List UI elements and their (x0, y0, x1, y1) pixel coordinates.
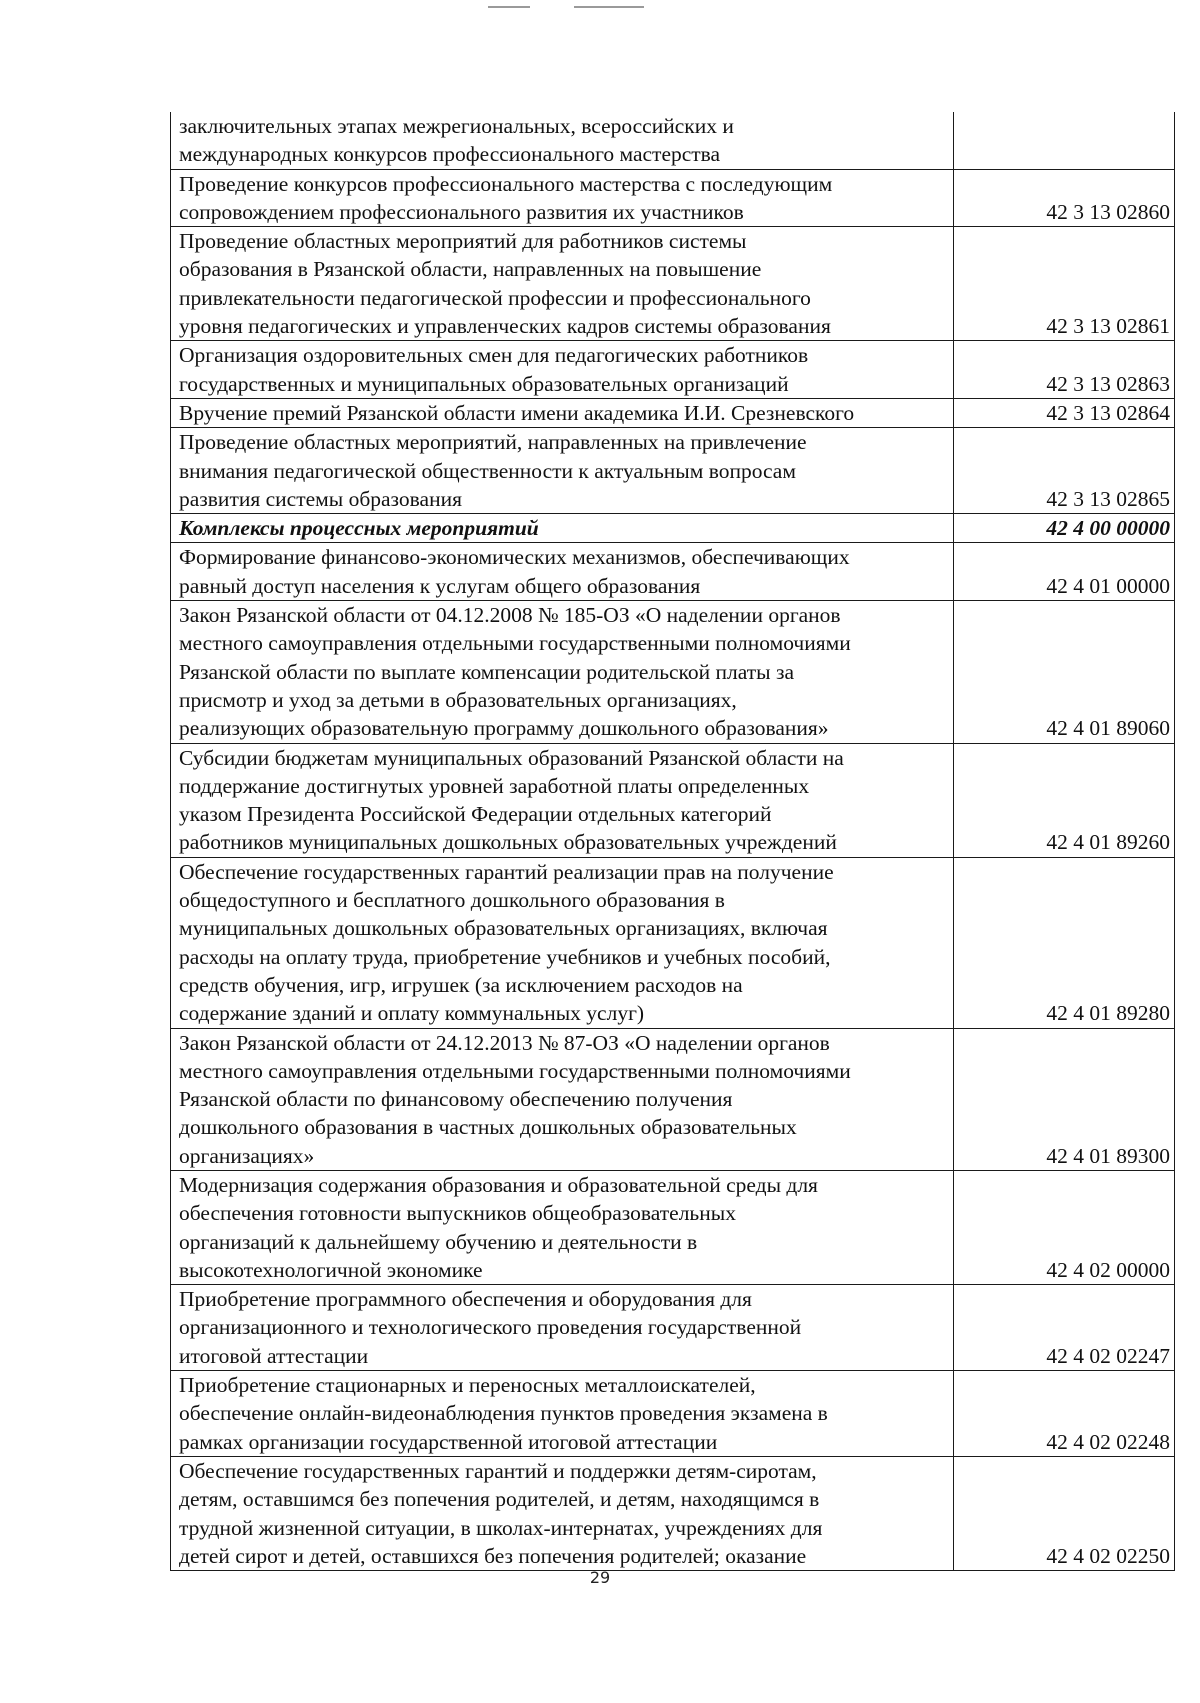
row-name-line: заключительных этапах межрегиональных, всероссийских и (179, 114, 734, 138)
row-name-line: привлекательности педагогической профессии и профессионального (179, 285, 811, 310)
page-number: 29 (589, 1568, 611, 1587)
table-row (171, 428, 1175, 514)
row-name-cell (171, 514, 954, 543)
row-name-line: Организация оздоровительных смен для педагогических работников (179, 343, 809, 368)
row-name-cell (171, 743, 954, 857)
row-name-cell (171, 1028, 954, 1170)
row-name-line: дошкольного образования в частных дошкольных образовательных (179, 1115, 797, 1140)
row-name-line: работников муниципальных дошкольных образовательных учреждений (179, 830, 837, 855)
row-name-line: развития системы образования (179, 486, 462, 511)
row-name-line: организационного и технологического проведения государственной (179, 1315, 802, 1340)
row-code-cell (954, 112, 1175, 169)
row-code-cell: 42 3 13 02865 (954, 428, 1175, 514)
row-name-line: местного самоуправления отдельными государственными полномочиями (179, 1058, 851, 1083)
row-name-line: Рязанской области по финансовому обеспечению получения (179, 1087, 733, 1112)
section-row (171, 514, 1175, 543)
row-code-cell: 42 4 01 89280 (954, 857, 1175, 1028)
row-name-line: Рязанской области по выплате компенсации родительской платы за (179, 659, 794, 684)
row-name-line: Проведение областных мероприятий для работников системы (179, 229, 747, 254)
row-name-line: местного самоуправления отдельными государственными полномочиями (179, 631, 851, 656)
row-name-cell (171, 169, 954, 227)
row-name-line: государственных и муниципальных образовательных организаций (179, 371, 789, 396)
table-body (171, 112, 1175, 1571)
table-row (171, 1456, 1175, 1570)
row-name-line: Приобретение программного обеспечения и оборудования для (179, 1287, 752, 1312)
row-code-cell: 42 3 13 02861 (954, 227, 1175, 341)
row-name-line: внимания педагогической общественности к актуальным вопросам (179, 458, 796, 483)
row-name-cell (171, 1285, 954, 1371)
row-name-line: указом Президента Российской Федерации отдельных категорий (179, 802, 772, 827)
row-name-line: Закон Рязанской области от 04.12.2008 № 185-ОЗ «О наделении органов (179, 603, 841, 628)
scan-mark-left (488, 6, 530, 8)
row-name-cell (171, 341, 954, 399)
table-row (171, 341, 1175, 399)
row-name-line: содержание зданий и оплату коммунальных услуг) (179, 1001, 645, 1026)
row-name-line: Обеспечение государственных гарантий и поддержки детям-сиротам, (179, 1458, 817, 1483)
table-row (171, 743, 1175, 857)
table-row (171, 1371, 1175, 1457)
row-name-line: итоговой аттестации (179, 1343, 369, 1368)
row-name-line: Закон Рязанской области от 24.12.2013 № 87-ОЗ «О наделении органов (179, 1030, 830, 1055)
row-name-line: реализующих образовательную программу дошкольного образования» (179, 716, 829, 741)
row-name-line: муниципальных дошкольных образовательных организациях, включая (179, 916, 828, 941)
row-name-line: расходы на оплату труда, приобретение учебников и учебных пособий, (179, 944, 831, 969)
table-row (171, 398, 1175, 427)
row-name-line: поддержание достигнутых уровней заработной платы определенных (179, 773, 810, 798)
table-row (171, 1170, 1175, 1284)
row-code-cell: 42 3 13 02860 (954, 169, 1175, 227)
row-code-cell: 42 4 02 00000 (954, 1170, 1175, 1284)
row-name-line: Вручение премий Рязанской области имени академика И.И. Срезневского (179, 400, 855, 425)
row-name-line: рамках организации государственной итоговой аттестации (179, 1429, 718, 1454)
row-name-line: Субсидии бюджетам муниципальных образований Рязанской области на (179, 745, 844, 770)
row-name-cell (171, 227, 954, 341)
row-name-cell (171, 857, 954, 1028)
table-row (171, 543, 1175, 601)
row-name-cell (171, 428, 954, 514)
row-name-line: обеспечение онлайн-видеонаблюдения пунктов проведения экзамена в (179, 1401, 828, 1426)
table-row (171, 857, 1175, 1028)
row-name-line: равный доступ населения к услугам общего образования (179, 573, 701, 598)
row-name-line: международных конкурсов профессионального мастерства (179, 142, 721, 167)
row-name-line: общедоступного и бесплатного дошкольного образования в (179, 888, 725, 913)
row-code-cell: 42 3 13 02863 (954, 341, 1175, 399)
row-name-line: организаций к дальнейшему обучению и деятельности в (179, 1229, 698, 1254)
row-name-line: Проведение областных мероприятий, направленных на привлечение (179, 430, 807, 455)
row-name-line: сопровождением профессионального развития их участников (179, 199, 744, 224)
row-name-line: Комплексы процессных мероприятий (179, 516, 539, 541)
scan-mark-right (574, 6, 644, 8)
row-name-line: уровня педагогических и управленческих кадров системы образования (179, 314, 831, 339)
row-name-line: обеспечения готовности выпускников общеобразовательных (179, 1201, 736, 1226)
row-name-line: детям, оставшимся без попечения родителей, и детям, находящимся в (179, 1487, 820, 1512)
row-name-line: высокотехнологичной экономике (179, 1257, 483, 1282)
table-row (171, 112, 1175, 169)
row-name-cell (171, 601, 954, 743)
row-code-cell: 42 4 01 89300 (954, 1028, 1175, 1170)
table-row (171, 227, 1175, 341)
row-name-line: Формирование финансово-экономических механизмов, обеспечивающих (179, 545, 850, 570)
row-name-cell (171, 1456, 954, 1570)
row-name-line: присмотр и уход за детьми в образовательных организациях, (179, 687, 737, 712)
row-name-cell (171, 1371, 954, 1457)
row-code-cell: 42 4 00 00000 (954, 514, 1175, 543)
row-code-cell: 42 4 02 02250 (954, 1456, 1175, 1570)
table-row (171, 169, 1175, 227)
row-code-cell: 42 4 02 02248 (954, 1371, 1175, 1457)
row-name-line: средств обучения, игр, игрушек (за исключением расходов на (179, 972, 743, 997)
row-name-line: образования в Рязанской области, направленных на повышение (179, 257, 762, 282)
row-code-cell: 42 3 13 02864 (954, 398, 1175, 427)
row-code-cell: 42 4 02 02247 (954, 1285, 1175, 1371)
row-name-line: Проведение конкурсов профессионального мастерства с последующим (179, 171, 833, 196)
row-name-line: Обеспечение государственных гарантий реализации прав на получение (179, 859, 834, 884)
row-name-line: трудной жизненной ситуации, в школах-интернатах, учреждениях для (179, 1515, 823, 1540)
row-code-cell: 42 4 01 00000 (954, 543, 1175, 601)
row-name-line: Приобретение стационарных и переносных металлоискателей, (179, 1373, 756, 1398)
table-row (171, 601, 1175, 743)
row-name-cell (171, 398, 954, 427)
row-name-cell (171, 112, 954, 169)
table-row (171, 1285, 1175, 1371)
row-name-line: организациях» (179, 1143, 315, 1168)
document-page (170, 112, 1170, 1571)
table-row (171, 1028, 1175, 1170)
row-code-cell: 42 4 01 89260 (954, 743, 1175, 857)
row-name-line: Модернизация содержания образования и образовательной среды для (179, 1172, 818, 1197)
row-name-line: детей сирот и детей, оставшихся без попечения родителей; оказание (179, 1543, 807, 1568)
row-code-cell: 42 4 01 89060 (954, 601, 1175, 743)
row-name-cell (171, 1170, 954, 1284)
row-name-cell (171, 543, 954, 601)
budget-classification-table (170, 112, 1175, 1571)
